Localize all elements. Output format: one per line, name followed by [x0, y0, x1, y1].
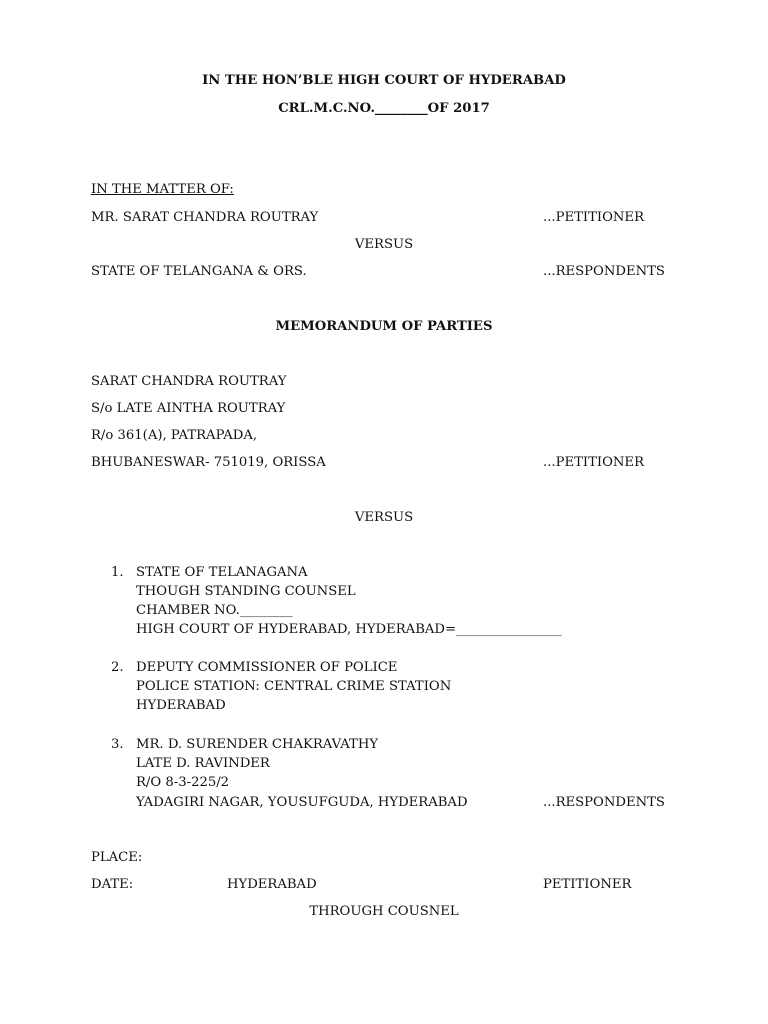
matter-petitioner-role: ...PETITIONER: [543, 210, 644, 225]
respondent-line: R/O 8-3-225/2: [136, 775, 230, 790]
respondent-line: POLICE STATION: CENTRAL CRIME STATION: [136, 679, 452, 694]
petitioner-line: BHUBANESWAR- 751019, ORISSA: [91, 455, 326, 470]
respondent-number: 2.: [111, 660, 124, 675]
place-label: PLACE:: [91, 850, 143, 865]
respondent-line: HIGH COURT OF HYDERABAD, HYDERABAD=________________: [136, 622, 562, 637]
date-label: DATE:: [91, 877, 134, 892]
through-counsel: THROUGH COUSNEL: [309, 904, 459, 919]
matter-versus: VERSUS: [354, 237, 414, 252]
respondent-line: MR. D. SURENDER CHAKRAVATHY: [136, 737, 379, 752]
respondent-line: DEPUTY COMMISSIONER OF POLICE: [136, 660, 398, 675]
respondent-line: STATE OF TELANAGANA: [136, 565, 308, 580]
memo-petitioner-role: ...PETITIONER: [543, 455, 644, 470]
matter-heading: IN THE MATTER OF:: [91, 182, 234, 197]
respondent-line: YADAGIRI NAGAR, YOUSUFGUDA, HYDERABAD: [136, 795, 468, 810]
respondent-line: LATE D. RAVINDER: [136, 756, 270, 771]
city: HYDERABAD: [227, 877, 317, 892]
respondent-number: 3.: [111, 737, 124, 752]
court-title: IN THE HON’BLE HIGH COURT OF HYDERABAD: [202, 73, 566, 88]
matter-respondent-name: STATE OF TELANGANA & ORS.: [91, 264, 307, 279]
matter-petitioner-name: MR. SARAT CHANDRA ROUTRAY: [91, 210, 319, 225]
respondent-line: THOUGH STANDING COUNSEL: [136, 584, 356, 599]
respondent-number: 1.: [111, 565, 124, 580]
respondent-line: CHAMBER NO.________: [136, 603, 293, 618]
matter-respondent-role: ...RESPONDENTS: [543, 264, 665, 279]
memo-respondents-role: ...RESPONDENTS: [543, 795, 665, 810]
memo-title: MEMORANDUM OF PARTIES: [275, 319, 493, 334]
petitioner-line: SARAT CHANDRA ROUTRAY: [91, 374, 287, 389]
petitioner-line: S/o LATE AINTHA ROUTRAY: [91, 401, 286, 416]
memo-versus: VERSUS: [354, 510, 414, 525]
case-number: CRL.M.C.NO.________OF 2017: [278, 101, 490, 116]
respondent-line: HYDERABAD: [136, 698, 226, 713]
petitioner-line: R/o 361(A), PATRAPADA,: [91, 428, 258, 443]
signatory: PETITIONER: [543, 877, 632, 892]
